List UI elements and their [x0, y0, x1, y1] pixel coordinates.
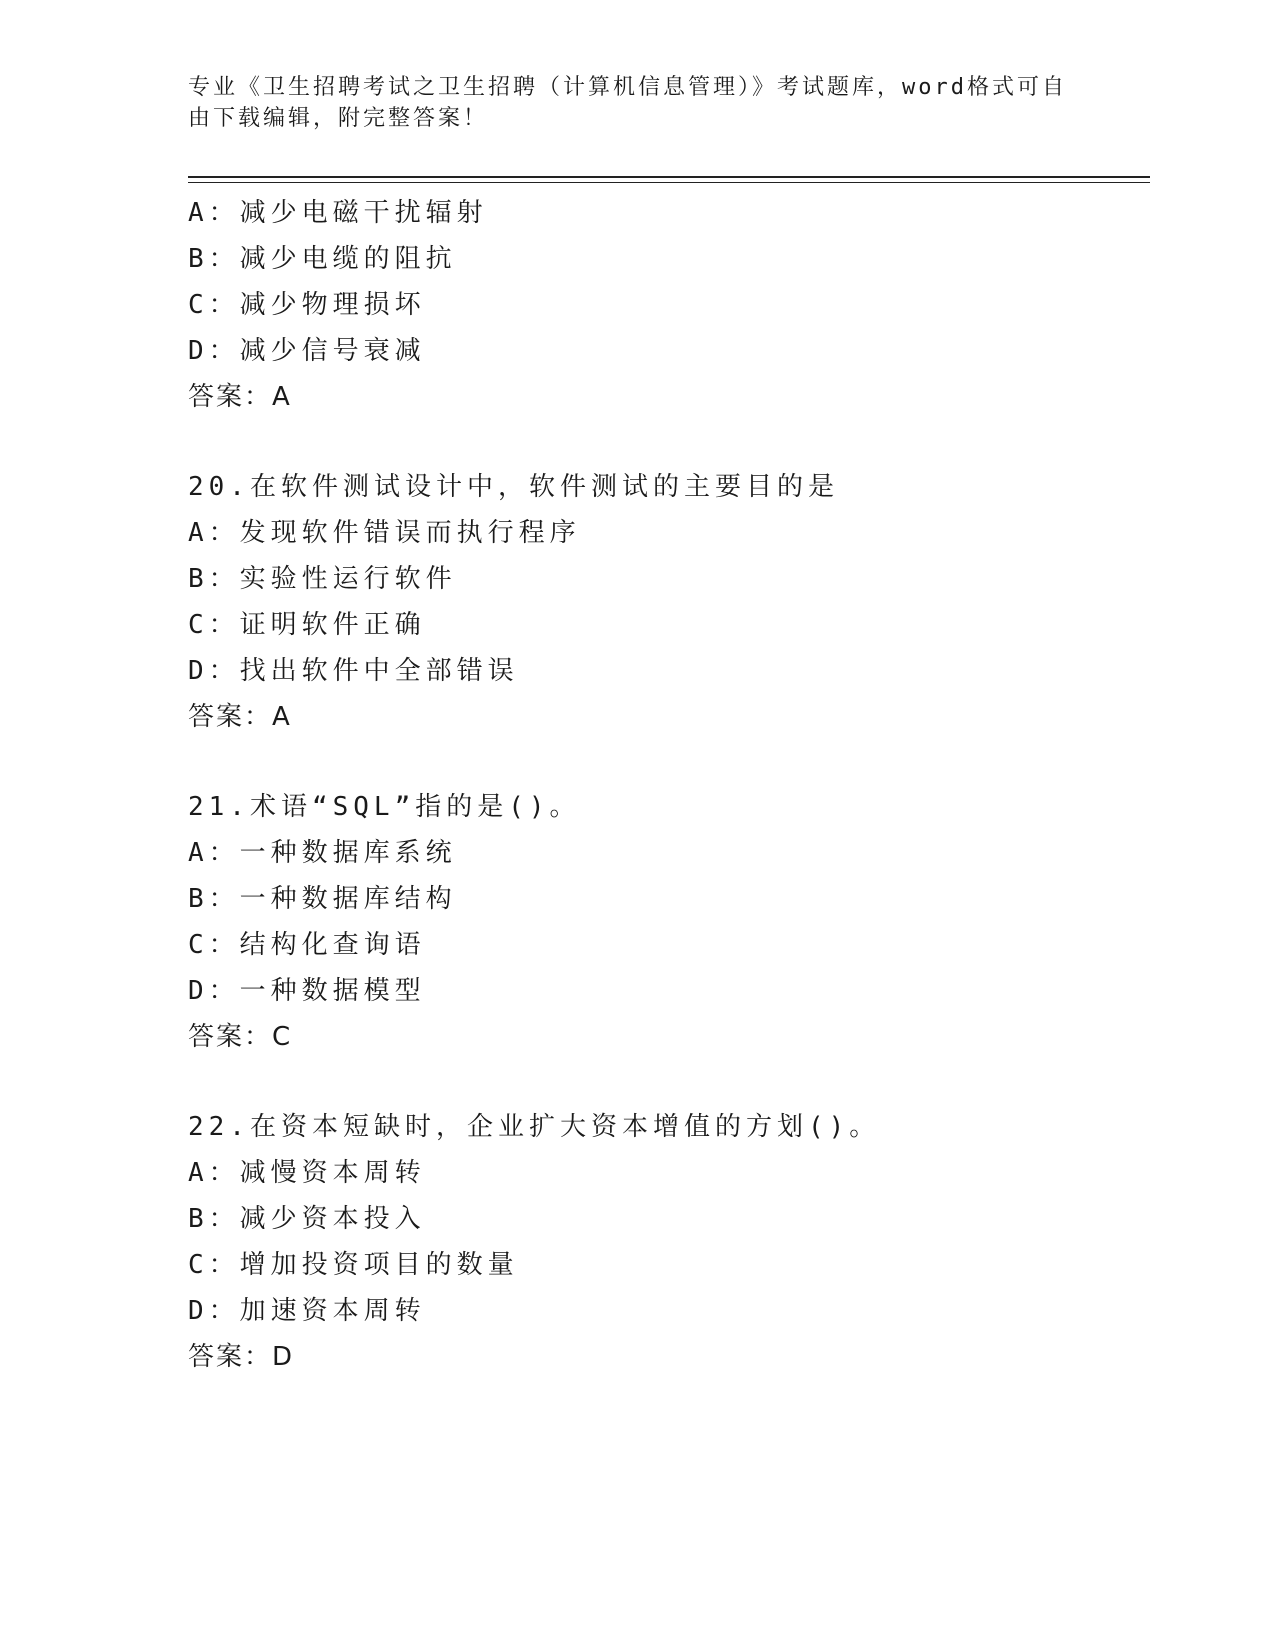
answer-line: 答案：D: [188, 1342, 295, 1372]
option-a: A：发现软件错误而执行程序: [188, 518, 581, 548]
question-22: [188, 1104, 1148, 1380]
option-d: D：找出软件中全部错误: [188, 656, 519, 686]
option-b: B：实验性运行软件: [188, 564, 457, 594]
answer-line: 答案：A: [188, 382, 292, 412]
question-20: [188, 464, 1148, 740]
question-stem: 22.在资本短缺时，企业扩大资本增值的方划()。: [188, 1112, 881, 1142]
option-b: B：一种数据库结构: [188, 884, 457, 914]
question-19-partial: [188, 190, 1148, 420]
question-list: [188, 190, 1148, 1380]
option-d: D：减少信号衰减: [188, 336, 426, 366]
question-21: [188, 784, 1148, 1060]
option-a: A：减慢资本周转: [188, 1158, 426, 1188]
option-d: D：加速资本周转: [188, 1296, 426, 1326]
document-header: [188, 72, 1088, 134]
header-divider-thick: [188, 176, 1150, 178]
header-divider-thin: [188, 182, 1150, 183]
option-a: A：一种数据库系统: [188, 838, 457, 868]
option-c: C：证明软件正确: [188, 610, 426, 640]
option-c: C：增加投资项目的数量: [188, 1250, 519, 1280]
header-line-2: 由下载编辑，附完整答案！: [188, 106, 489, 131]
option-a: A：减少电磁干扰辐射: [188, 198, 488, 228]
option-b: B：减少电缆的阻抗: [188, 244, 457, 274]
question-stem: 20.在软件测试设计中，软件测试的主要目的是: [188, 472, 839, 502]
option-c: C：结构化查询语: [188, 930, 426, 960]
header-line-1: 专业《卫生招聘考试之卫生招聘（计算机信息管理）》考试题库，word格式可自: [188, 75, 1067, 100]
option-c: C：减少物理损坏: [188, 290, 426, 320]
option-b: B：减少资本投入: [188, 1204, 426, 1234]
answer-line: 答案：A: [188, 702, 292, 732]
answer-line: 答案：C: [188, 1022, 293, 1052]
question-stem: 21.术语“SQL”指的是()。: [188, 792, 581, 822]
option-d: D：一种数据模型: [188, 976, 426, 1006]
